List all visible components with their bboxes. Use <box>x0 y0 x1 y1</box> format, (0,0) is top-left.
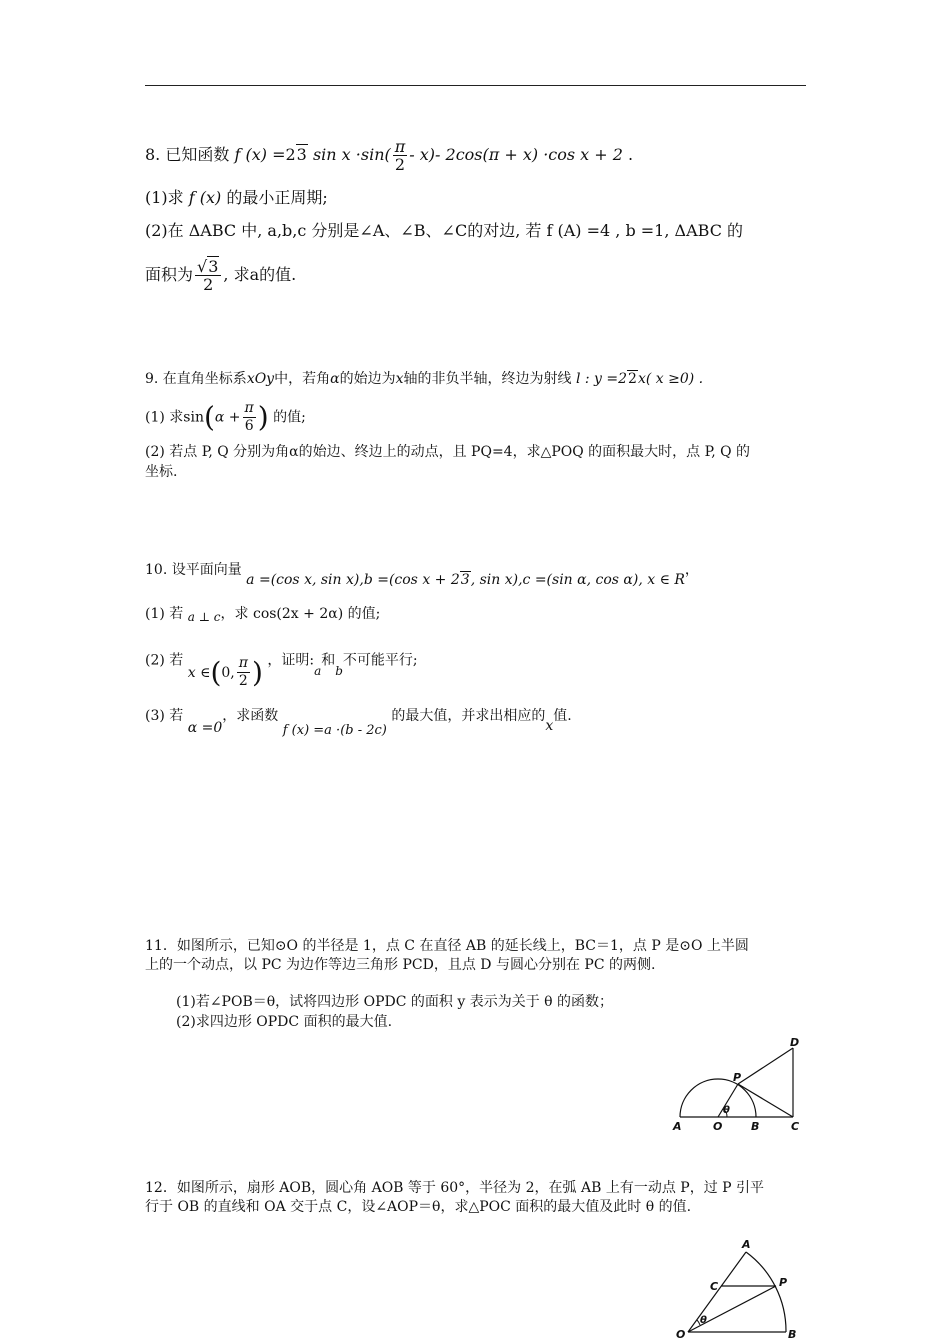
q8-part2-line2: 面积为 $\frac{√3}{2}$ , 求a的值. <box>145 257 297 294</box>
q11-stem-line1: 11．如图所示，已知⊙O 的半径是 1，点 C 在直径 AB 的延长线上，BC＝1，点 P 是⊙O 上半圆 <box>145 938 749 954</box>
q10-part2: (2) 若 x ∈(0, $\frac{\pi}{2}$ ) ，证明:a和b不可能平行; <box>145 652 418 689</box>
q9-part2-line1: (2) 若点 P, Q 分别为角α的始边、终边上的动点，且 PQ=4，求△POQ 的面积最大时，点 P, Q 的 <box>145 444 751 460</box>
q11-figure <box>665 1035 815 1135</box>
fig11-label-p: P <box>733 1071 742 1084</box>
q9-stem: 9. 在直角坐标系xOy中，若角α的始边为x轴的非负半轴，终边为射线 l : y =22x( x ≥0) . <box>145 371 704 387</box>
q12-stem-line1: 12．如图所示，扇形 AOB，圆心角 AOB 等于 60°，半径为 2，在弧 AB 上有一动点 P，过 P 引平 <box>145 1180 765 1196</box>
q12-figure <box>668 1235 803 1343</box>
sqrt-3: 3 <box>296 145 307 164</box>
fig12-label-o: O <box>676 1328 686 1341</box>
q8-part2-line1: (2)在 ΔABC 中, a,b,c 分别是∠A、∠B、∠C的对边, 若 f (A) =4 , b =1, ΔABC 的 <box>145 221 744 240</box>
fig12-label-theta: θ <box>700 1315 707 1326</box>
q8-part1: (1)求 f (x) 的最小正周期; <box>145 188 328 207</box>
vector-c-definition: c =(sin α, cos α), x ∈ R <box>522 572 685 588</box>
fig12-label-b: B <box>788 1328 797 1341</box>
fig12-label-a: A <box>742 1238 751 1251</box>
q11-part2: (2)求四边形 OPDC 面积的最大值. <box>176 1014 393 1030</box>
fig11-label-a: A <box>673 1120 682 1133</box>
q10-stem: 10. 设平面向量 a =(cos x, sin x),b =(cos x + 23, sin x),c =(sin α, cos α), x ∈ R， <box>145 562 699 588</box>
pi-over-2: $\frac{\pi}{2}$ <box>394 137 406 174</box>
fig11-label-theta: θ <box>723 1105 730 1116</box>
q9-part2-line2: 坐标. <box>145 464 178 480</box>
q12-stem-line2: 行于 OB 的直线和 OA 交于点 C，设∠AOP＝θ，求△POC 面积的最大值及此时 θ 的值. <box>145 1199 692 1215</box>
vector-b-definition: b =(cos x + 23, sin x), <box>363 572 523 588</box>
fig11-label-o: O <box>713 1120 723 1133</box>
sqrt3-over-2: $\frac{√3}{2}$ <box>195 258 221 293</box>
q9-part1: (1) 求sin(α + $\frac{\pi}{6}$ ) 的值; <box>145 400 306 434</box>
q10-part3: (3) 若 α =0，求函数 f (x) =a ·(b - 2c) 的最大值，并求出相应的x值. <box>145 708 572 738</box>
q11-part1: (1)若∠POB＝θ，试将四边形 OPDC 的面积 y 表示为关于 θ 的函数； <box>176 994 614 1010</box>
q10-part1: (1) 若 a ⊥ c，求 cos(2x + 2α) 的值; <box>145 606 381 624</box>
fig11-label-c: C <box>791 1120 800 1133</box>
fig12-label-c: C <box>710 1280 719 1293</box>
fig11-label-d: D <box>790 1036 800 1049</box>
vector-a-definition: a =(cos x, sin x), <box>246 572 364 588</box>
pi-over-2: $\frac{\pi}{2}$ <box>238 655 248 689</box>
q11-stem-line2: 上的一个动点，以 PC 为边作等边三角形 PCD，且点 D 与圆心分别在 PC 的两侧. <box>145 957 656 973</box>
fig12-label-p: P <box>779 1276 788 1289</box>
header-rule <box>145 85 806 86</box>
fig11-label-b: B <box>751 1120 760 1133</box>
pi-over-6: $\frac{\pi}{6}$ <box>244 400 254 434</box>
q8-stem: 8. 已知函数 f (x) =23 sin x ·sin( $\frac{\pi}{2}$ - x)- 2cos(π + x) ·cos x + 2 . <box>145 137 634 174</box>
